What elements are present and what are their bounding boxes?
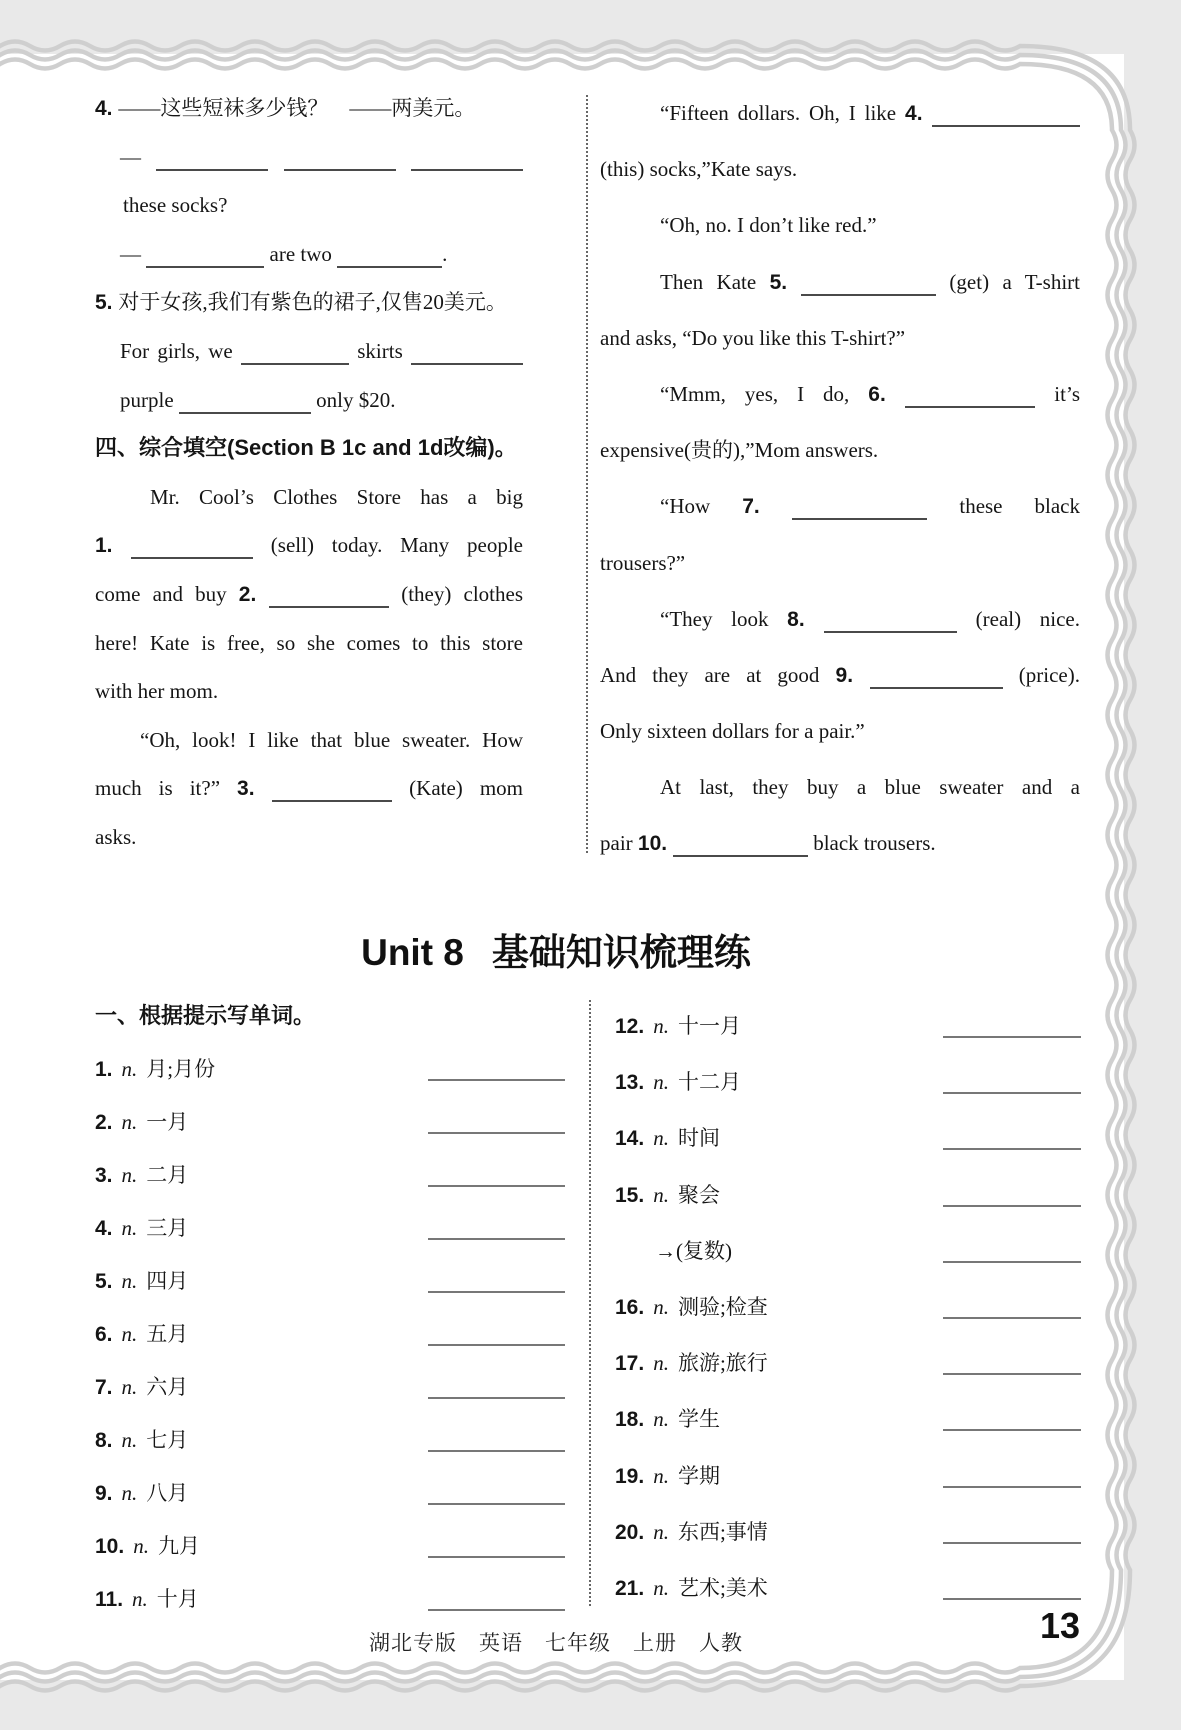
text-run: are two — [264, 241, 338, 266]
blank-line — [179, 412, 311, 414]
word-label — [95, 1530, 200, 1560]
word-label — [95, 1106, 188, 1136]
part-of-speech: n. — [121, 1374, 138, 1399]
word-meaning: 艺术;美术 — [677, 1575, 768, 1600]
item-number: 3. — [237, 777, 273, 801]
word-meaning: 时间 — [677, 1126, 720, 1151]
word-blank-line — [428, 1132, 565, 1134]
exercise-line — [95, 813, 523, 862]
exercise-line — [95, 278, 523, 327]
item-number: 6. — [868, 382, 906, 406]
text-run: much is it?” — [95, 776, 238, 801]
word-label — [95, 1265, 188, 1295]
part-of-speech: n. — [121, 1321, 138, 1346]
text-run: asks. — [95, 824, 137, 849]
text-run: trousers?” — [600, 550, 686, 575]
word-number: 5. — [95, 1269, 113, 1293]
text-run: Only sixteen dollars for a pair.” — [600, 719, 865, 744]
word-blank-line — [943, 1317, 1081, 1319]
section-header: 四、综合填空(Section B 1c and 1d改编)。 — [95, 435, 517, 461]
word-item — [95, 1571, 565, 1624]
word-number: 7. — [95, 1375, 113, 1399]
word-number: 2. — [95, 1110, 113, 1134]
part-of-speech: n. — [132, 1586, 148, 1611]
word-blank-line — [943, 1092, 1081, 1094]
item-number: 2. — [238, 582, 270, 606]
text-run: purple — [120, 387, 179, 412]
exercise-line — [95, 376, 523, 425]
word-item — [95, 1041, 565, 1094]
word-blank-line — [943, 1486, 1081, 1488]
word-number: 14. — [615, 1127, 645, 1151]
word-item — [95, 1359, 565, 1412]
word-meaning: 十二月 — [677, 1070, 741, 1095]
word-blank-line — [428, 1344, 565, 1346]
word-item — [615, 1503, 1081, 1559]
text-run: (Kate) mom — [392, 776, 523, 801]
word-blank-line — [943, 1373, 1081, 1375]
word-label — [615, 1460, 720, 1490]
text-run: expensive(贵的),”Mom answers. — [600, 438, 879, 463]
blank-line — [870, 687, 1003, 689]
part-of-speech: n. — [653, 1070, 669, 1095]
exercise-line — [95, 667, 523, 716]
word-label — [95, 1371, 188, 1401]
text-run: (price). — [1002, 662, 1080, 687]
text-run: pair — [600, 831, 638, 856]
text-run — [268, 145, 283, 169]
word-label — [95, 1318, 188, 1348]
word-number: 4. — [95, 1216, 113, 1240]
word-label — [95, 1477, 188, 1507]
word-item — [615, 1390, 1081, 1446]
word-blank-line — [943, 1598, 1081, 1600]
part-of-speech: n. — [133, 1533, 149, 1558]
word-blank-line — [428, 1238, 565, 1240]
word-item — [95, 1465, 565, 1518]
exercise-line — [95, 133, 523, 182]
word-item — [95, 1094, 565, 1147]
word-number: 11. — [95, 1587, 124, 1611]
text-run: with her mom. — [95, 679, 219, 704]
word-meaning: 十一月 — [677, 1014, 741, 1039]
text-run: For girls, we — [120, 338, 241, 363]
word-meaning: 月;月份 — [146, 1056, 216, 1081]
part-of-speech: n. — [121, 1162, 138, 1187]
word-label — [95, 1212, 188, 1242]
text-run: At last, they buy a blue sweater and a — [660, 775, 1080, 800]
word-sub-label: →(复数) — [655, 1238, 732, 1263]
exercise-line — [600, 254, 1080, 310]
exercise-line — [95, 764, 523, 813]
text-run: “Oh, look! I like that blue sweater. How — [140, 727, 523, 752]
text-run: (sell) today. Many people — [252, 533, 523, 558]
word-item — [95, 1253, 565, 1306]
word-number: 9. — [95, 1481, 113, 1505]
word-meaning: 十月 — [156, 1586, 199, 1611]
word-meaning: 九月 — [157, 1533, 200, 1558]
text-run: (real) nice. — [956, 606, 1080, 631]
word-meaning: 学生 — [677, 1407, 720, 1432]
word-meaning: 七月 — [146, 1427, 189, 1452]
exercise-line — [600, 647, 1080, 703]
part-of-speech: n. — [653, 1575, 669, 1600]
word-meaning: 一月 — [146, 1109, 189, 1134]
text-run: Then Kate — [660, 269, 770, 294]
word-blank-line — [428, 1609, 565, 1611]
exercise-line — [600, 815, 1080, 871]
word-item — [95, 1518, 565, 1571]
word-meaning: 三月 — [146, 1215, 189, 1240]
word-number: 20. — [615, 1520, 645, 1544]
word-label — [615, 1516, 768, 1546]
blank-line — [272, 800, 392, 802]
exercise-line — [600, 759, 1080, 815]
exercise-line — [600, 85, 1080, 141]
exercise-line — [600, 422, 1080, 478]
text-run: these socks? — [123, 193, 228, 218]
word-number: 21. — [615, 1576, 645, 1600]
word-label — [615, 1179, 720, 1209]
word-label — [615, 1122, 720, 1152]
footer-info: 湖北专版 英语 七年级 上册 人教 — [369, 1631, 743, 1655]
word-meaning: 二月 — [146, 1162, 189, 1187]
exercise-line — [95, 570, 523, 619]
exercise-line — [600, 535, 1080, 591]
part-of-speech: n. — [121, 1215, 138, 1240]
text-run: it’s — [1035, 381, 1080, 406]
wordlist-left-column — [95, 988, 565, 1624]
word-item — [95, 1200, 565, 1253]
word-meaning: 聚会 — [677, 1182, 720, 1207]
part-of-speech: n. — [653, 1463, 669, 1488]
word-item — [615, 1166, 1081, 1222]
word-label — [95, 1053, 215, 1083]
text-run: and asks, “Do you like this T-shirt?” — [600, 325, 906, 350]
item-number: 1. — [95, 534, 131, 558]
exercise-left-column — [95, 84, 523, 862]
exercise-line — [95, 424, 523, 473]
text-run: these black — [927, 494, 1080, 519]
text-run: only $20. — [310, 387, 396, 412]
exercise-line — [600, 197, 1080, 253]
column-divider-wordlist — [589, 1000, 591, 1606]
blank-line — [269, 606, 389, 608]
item-number: 5. — [95, 291, 119, 315]
word-blank-line — [428, 1185, 565, 1187]
exercise-line — [600, 310, 1080, 366]
part-of-speech: n. — [653, 1519, 669, 1544]
unit-title — [0, 922, 1112, 976]
word-label — [615, 1572, 768, 1602]
text-run: And they are at good — [600, 662, 836, 687]
word-number: 10. — [95, 1534, 125, 1558]
exercise-line — [95, 473, 523, 522]
part-of-speech: n. — [121, 1480, 138, 1505]
blank-line — [792, 518, 927, 520]
text-run: ——这些短袜多少钱？ ——两美元。 — [118, 96, 476, 120]
blank-line — [411, 169, 523, 171]
text-run: skirts — [348, 338, 411, 363]
exercise-line — [95, 84, 523, 133]
word-number: 1. — [95, 1057, 113, 1081]
blank-line — [801, 294, 936, 296]
text-run: (they) clothes — [389, 581, 523, 606]
word-meaning: 测验;检查 — [677, 1295, 768, 1320]
word-item — [615, 1109, 1081, 1165]
word-meaning: 六月 — [146, 1374, 189, 1399]
text-run — [396, 145, 411, 169]
exercise-line — [95, 521, 523, 570]
text-run: (this) socks,”Kate says. — [600, 157, 798, 182]
word-blank-line — [428, 1397, 565, 1399]
word-meaning: 八月 — [146, 1480, 189, 1505]
text-run: “How — [660, 494, 743, 519]
text-run: come and buy — [95, 581, 239, 606]
exercise-line — [95, 716, 523, 765]
blank-line — [241, 363, 349, 365]
word-label — [615, 1291, 768, 1321]
text-run: “Mmm, yes, I do, — [660, 381, 869, 406]
column-divider-top — [586, 95, 588, 853]
text-run: “They look — [660, 606, 788, 631]
blank-line — [284, 169, 396, 171]
word-number: 13. — [615, 1071, 645, 1095]
word-item — [615, 1222, 1081, 1278]
part-of-speech: n. — [653, 1407, 669, 1432]
word-item — [615, 1053, 1081, 1109]
word-section-header-row — [95, 988, 565, 1041]
word-label — [95, 1583, 199, 1613]
text-run: Mr. Cool’s Clothes Store has a big — [150, 484, 523, 509]
word-number: 16. — [615, 1296, 645, 1320]
text-run: 对于女孩,我们有紫色的裙子,仅售20美元。 — [118, 290, 507, 315]
blank-line — [146, 266, 264, 268]
word-item — [615, 997, 1081, 1053]
blank-line — [337, 266, 442, 268]
text-run: “Fifteen dollars. Oh, I like — [660, 101, 906, 125]
blank-line — [905, 406, 1035, 408]
exercise-line — [600, 591, 1080, 647]
word-blank-line — [943, 1429, 1081, 1431]
blank-line — [673, 855, 808, 857]
exercise-line — [95, 181, 523, 230]
word-label — [95, 1424, 188, 1454]
word-number: 19. — [615, 1464, 645, 1488]
text-run: here! Kate is free, so she comes to this store — [95, 630, 523, 655]
part-of-speech: n. — [121, 1268, 138, 1293]
item-number: 9. — [835, 663, 870, 687]
item-number: 4. — [905, 102, 932, 125]
exercise-line — [600, 703, 1080, 759]
section-header: 一、根据提示写单词。 — [95, 1003, 316, 1028]
item-number: 5. — [769, 270, 802, 294]
word-item — [95, 1306, 565, 1359]
page-number: 13 — [1039, 1605, 1081, 1646]
word-meaning: 四月 — [146, 1268, 189, 1293]
wordlist-right-column — [615, 997, 1081, 1615]
word-item — [95, 1147, 565, 1200]
part-of-speech: n. — [121, 1056, 138, 1081]
exercise-line — [600, 366, 1080, 422]
part-of-speech: n. — [653, 1126, 669, 1151]
word-blank-line — [428, 1079, 565, 1081]
exercise-line — [600, 141, 1080, 197]
exercise-line — [600, 478, 1080, 534]
word-number: 17. — [615, 1352, 645, 1376]
word-item — [615, 1334, 1081, 1390]
text-run: “Oh, no. I don’t like red.” — [660, 213, 877, 238]
word-blank-line — [943, 1036, 1081, 1038]
item-number: 8. — [787, 607, 824, 631]
blank-line — [156, 169, 268, 171]
word-number: 18. — [615, 1408, 645, 1432]
text-run: (get) a T-shirt — [936, 269, 1080, 294]
blank-line — [932, 125, 1080, 127]
word-label — [615, 1010, 741, 1040]
item-number: 10. — [637, 832, 673, 856]
part-of-speech: n. — [653, 1295, 669, 1320]
text-run: . — [442, 241, 448, 266]
blank-line — [131, 557, 253, 559]
text-run: — — [120, 144, 157, 169]
word-number: 3. — [95, 1163, 113, 1187]
exercise-right-column — [600, 85, 1080, 872]
word-number: 8. — [95, 1428, 113, 1452]
word-blank-line — [428, 1503, 565, 1505]
word-number: 12. — [615, 1015, 645, 1039]
text-run: black trousers. — [807, 831, 936, 856]
unit-number: Unit 8 — [361, 932, 464, 973]
word-blank-line — [943, 1148, 1081, 1150]
word-blank-line — [428, 1556, 565, 1558]
word-meaning: 东西;事情 — [677, 1519, 768, 1544]
part-of-speech: n. — [121, 1109, 138, 1134]
word-label — [95, 1159, 188, 1189]
word-meaning: 旅游;旅行 — [677, 1351, 768, 1376]
word-meaning: 五月 — [146, 1321, 189, 1346]
word-item — [615, 1447, 1081, 1503]
blank-line — [411, 363, 523, 365]
word-blank-line — [943, 1261, 1081, 1263]
word-number: 15. — [615, 1183, 645, 1207]
exercise-line — [95, 327, 523, 376]
part-of-speech: n. — [653, 1351, 669, 1376]
word-blank-line — [943, 1205, 1081, 1207]
exercise-line — [95, 619, 523, 668]
word-meaning: 学期 — [677, 1463, 720, 1488]
word-item — [95, 1412, 565, 1465]
word-blank-line — [428, 1291, 565, 1293]
part-of-speech: n. — [653, 1182, 669, 1207]
word-blank-line — [943, 1542, 1081, 1544]
word-label — [615, 1347, 768, 1377]
part-of-speech: n. — [121, 1427, 138, 1452]
word-number: 6. — [95, 1322, 113, 1346]
unit-title-text: 基础知识梳理练 — [491, 932, 751, 973]
word-blank-line — [428, 1450, 565, 1452]
blank-line — [824, 631, 957, 633]
word-label — [615, 1066, 741, 1096]
item-number: 7. — [742, 495, 793, 519]
part-of-speech: n. — [653, 1014, 669, 1039]
word-label — [615, 1403, 720, 1433]
word-item — [615, 1278, 1081, 1334]
text-run: — — [120, 241, 147, 266]
item-number: 4. — [95, 97, 119, 120]
exercise-line — [95, 230, 523, 279]
